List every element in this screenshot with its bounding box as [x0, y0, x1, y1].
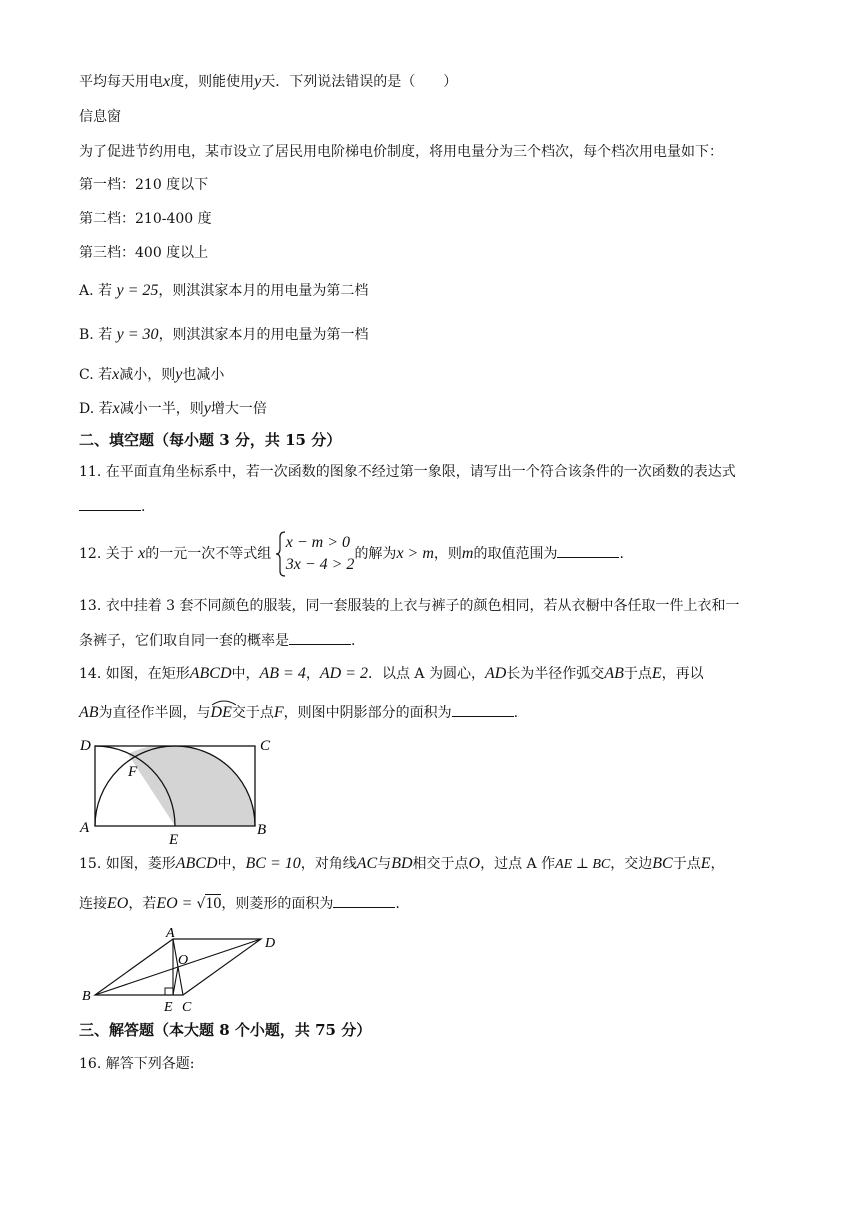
q15-line-1: 15. 如图，菱形ABCD中，BC = 10，对角线AC与BD相交于点O，过点 A 作AE ⊥ BC，交边BC于点E，: [79, 855, 725, 872]
fig15-label-o: O: [178, 953, 189, 968]
q15-blank[interactable]: [333, 893, 395, 908]
q13-line-1: 13. 衣中挂着 3 套不同颜色的服装，同一套服装的上衣与裤子的颜色相同，若从衣橱中各任取一件上衣和一: [79, 598, 740, 614]
q11-answer-line: .: [79, 496, 145, 517]
q15-rhombus-figure: [78, 922, 288, 1014]
q14-line-1: 14. 如图，在矩形ABCD中，AB = 4，AD = 2．以点 A 为圆心，AD长为半径作弧交AB于点E，再以: [79, 665, 704, 682]
q14-rectangle-figure: [74, 732, 284, 848]
q14-blank[interactable]: [452, 702, 514, 717]
fig14-label-d: D: [80, 738, 91, 754]
option-d: D. 若x减小一半，则y增大一倍: [79, 400, 267, 417]
fig15-label-a: A: [166, 926, 175, 941]
tier-3: 第三档：400 度以上: [79, 245, 209, 261]
option-b: B. 若 y = 30，则淇淇家本月的用电量为第一档: [79, 326, 369, 343]
info-window-text: 为了促进节约用电，某市设立了居民用电阶梯电价制度，将用电量分为三个档次，每个档次用电量如下：: [79, 144, 723, 160]
q14-line-2: AB为直径作半圆，与 DE交于点F，则图中阴影部分的面积为 .: [79, 702, 518, 723]
fig14-label-f: F: [128, 764, 138, 780]
fig14-label-a: A: [80, 820, 90, 836]
q12-inequality-system: x − m > 0 3x − 4 > 2: [285, 534, 355, 573]
q12-blank[interactable]: [557, 543, 619, 558]
q12-text: 12. 关于 x的一元一次不等式组 x − m > 0 3x − 4 > 2 的解为x > m，则m的取值范围为 .: [79, 530, 624, 578]
fig15-label-c: C: [182, 1000, 192, 1014]
option-a: A. 若 y = 25，则淇淇家本月的用电量为第二档: [79, 282, 369, 299]
sqrt-symbol-icon: √: [196, 896, 206, 912]
section-3-heading: 三、解答题（本大题 8 个小题，共 75 分）: [79, 1021, 372, 1039]
q13-line-2: 条裤子，它们取自同一套的概率是 .: [79, 630, 355, 651]
q13-blank[interactable]: [289, 630, 351, 645]
q11-text: 11. 在平面直角坐标系中，若一次函数的图象不经过第一象限，请写出一个符合该条件的一次函数的表达式: [79, 464, 736, 480]
fig15-label-b: B: [82, 989, 91, 1004]
q15-line-2: 连接EO，若EO = √10，则菱形的面积为 .: [79, 895, 400, 912]
arc-symbol-icon: [211, 700, 237, 706]
arc-de: DE: [211, 703, 232, 723]
section-2-heading: 二、填空题（每小题 3 分，共 15 分）: [79, 431, 342, 449]
tier-1: 第一档：210 度以下: [79, 177, 209, 193]
fig15-label-d: D: [265, 936, 276, 951]
q11-blank[interactable]: [79, 496, 141, 511]
tier-2: 第二档：210-400 度: [79, 211, 212, 227]
q12-system-brace: [276, 530, 286, 578]
fig14-label-c: C: [260, 738, 271, 754]
fig15-label-e: E: [164, 1000, 173, 1014]
fig14-label-b: B: [257, 822, 267, 838]
intro-line: 平均每天用电x度，则能使用y天．下列说法错误的是（ ）: [79, 73, 458, 90]
info-window-title: 信息窗: [79, 109, 121, 125]
option-c: C. 若x减小，则y也减小: [79, 366, 225, 383]
fig14-label-e: E: [169, 832, 179, 848]
q16-text: 16. 解答下列各题:: [79, 1056, 195, 1072]
